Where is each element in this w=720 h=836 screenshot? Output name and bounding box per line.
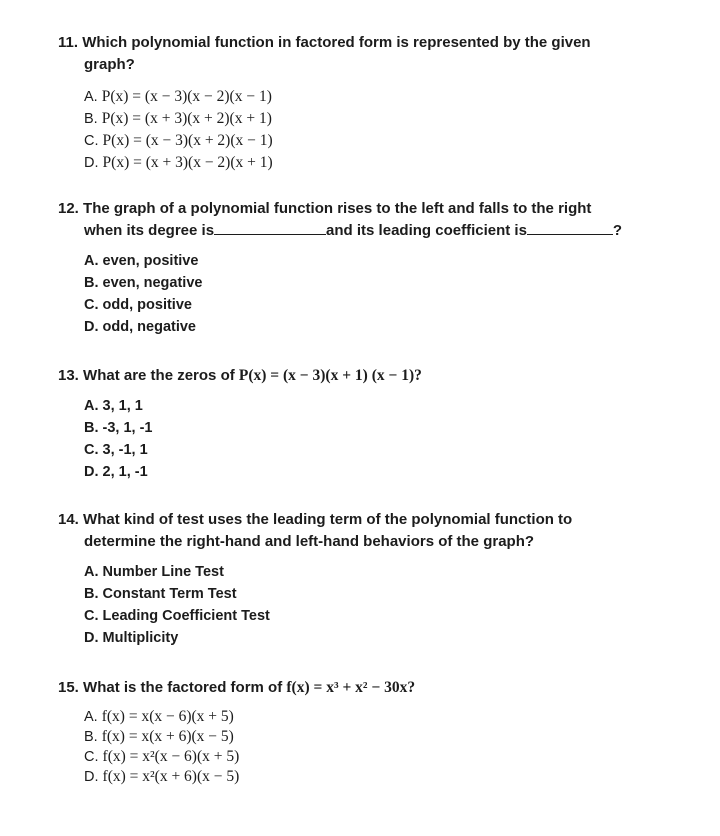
choice-text: Leading Coefficient Test — [102, 608, 270, 624]
question-number: 15. — [58, 679, 79, 696]
choice-letter: C. — [84, 297, 99, 313]
choice-list — [84, 86, 668, 174]
choice-text: even, negative — [102, 275, 203, 291]
choice-c[interactable] — [84, 605, 668, 627]
choice-list — [84, 395, 668, 483]
question-text: What is the factored form of — [83, 679, 287, 696]
choice-a[interactable] — [84, 707, 668, 727]
choice-text: -3, 1, -1 — [102, 420, 153, 436]
choice-a[interactable] — [84, 86, 668, 108]
question-text-line1: Which polynomial function in factored form is represented by the given — [82, 34, 591, 51]
choice-letter: C. — [84, 133, 99, 149]
choice-text: P(x) = (x − 3)(x − 2)(x − 1) — [101, 88, 272, 105]
choice-text: P(x) = (x − 3)(x + 2)(x − 1) — [102, 132, 273, 149]
stem-part: and its leading coefficient is — [326, 222, 527, 239]
question-14-stem — [58, 509, 668, 553]
choice-text: even, positive — [102, 253, 199, 269]
choice-letter: C. — [84, 749, 99, 765]
choice-text: P(x) = (x + 3)(x + 2)(x + 1) — [101, 110, 272, 127]
choice-letter: C. — [84, 442, 99, 458]
question-number: 12. — [58, 200, 79, 217]
choice-text: Constant Term Test — [102, 586, 237, 602]
choice-text: f(x) = x(x − 6)(x + 5) — [101, 708, 234, 725]
stem-part: when its degree is — [84, 222, 215, 239]
question-text-line2: determine the right-hand and left-hand behaviors of the graph? — [84, 533, 535, 550]
answer-blank-1[interactable] — [214, 222, 326, 235]
choice-letter: B. — [84, 586, 99, 602]
question-12 — [58, 198, 668, 338]
choice-d[interactable] — [84, 767, 668, 787]
choice-c[interactable] — [84, 439, 668, 461]
choice-letter: A. — [84, 253, 99, 269]
choice-text: 2, 1, -1 — [102, 464, 148, 480]
question-13 — [58, 365, 668, 483]
choice-b[interactable] — [84, 272, 668, 294]
question-text: What are the zeros of — [83, 367, 239, 384]
choice-text: odd, negative — [102, 319, 196, 335]
choice-letter: A. — [84, 709, 98, 725]
choice-b[interactable] — [84, 108, 668, 130]
question-14 — [58, 509, 668, 649]
choice-letter: B. — [84, 275, 99, 291]
question-text-line1: What kind of test uses the leading term of the polynomial function to — [83, 511, 573, 528]
question-text-line2 — [58, 220, 668, 242]
question-11 — [58, 32, 668, 174]
question-text-line1: The graph of a polynomial function rises to the left and falls to the right — [83, 200, 592, 217]
choice-list — [84, 250, 668, 338]
question-equation: P(x) = (x − 3)(x + 1) (x − 1)? — [238, 367, 422, 384]
choice-letter: D. — [84, 319, 99, 335]
choice-letter: A. — [84, 89, 98, 105]
choice-list — [84, 707, 668, 787]
choice-letter: C. — [84, 608, 99, 624]
choice-d[interactable] — [84, 316, 668, 338]
choice-b[interactable] — [84, 583, 668, 605]
choice-text: Multiplicity — [102, 630, 179, 646]
choice-text: 3, -1, 1 — [102, 442, 148, 458]
stem-part: ? — [612, 222, 623, 239]
choice-text: f(x) = x²(x − 6)(x + 5) — [102, 748, 240, 765]
choice-c[interactable] — [84, 747, 668, 767]
question-15-stem — [58, 677, 668, 699]
question-equation: f(x) = x³ + x² − 30x? — [286, 679, 416, 696]
choice-a[interactable] — [84, 395, 668, 417]
question-text-line2: graph? — [84, 56, 135, 73]
choice-d[interactable] — [84, 627, 668, 649]
question-number: 13. — [58, 367, 79, 384]
choice-a[interactable] — [84, 250, 668, 272]
question-11-stem — [58, 32, 668, 76]
choice-letter: A. — [84, 398, 99, 414]
choice-d[interactable] — [84, 152, 668, 174]
choice-letter: D. — [84, 464, 99, 480]
choice-letter: D. — [84, 155, 99, 171]
choice-text: odd, positive — [102, 297, 192, 313]
choice-b[interactable] — [84, 727, 668, 747]
choice-a[interactable] — [84, 561, 668, 583]
choice-c[interactable] — [84, 294, 668, 316]
question-15 — [58, 677, 668, 787]
choice-text: Number Line Test — [102, 564, 224, 580]
question-number: 14. — [58, 511, 79, 528]
choice-letter: D. — [84, 769, 99, 785]
choice-text: f(x) = x(x + 6)(x − 5) — [101, 728, 234, 745]
choice-letter: D. — [84, 630, 99, 646]
choice-text: P(x) = (x + 3)(x − 2)(x + 1) — [102, 154, 273, 171]
answer-blank-2[interactable] — [527, 222, 613, 235]
question-12-stem — [58, 198, 668, 242]
choice-list — [84, 561, 668, 649]
choice-text: 3, 1, 1 — [102, 398, 143, 414]
question-number: 11. — [58, 34, 79, 51]
choice-letter: A. — [84, 564, 99, 580]
question-13-stem — [58, 365, 668, 387]
choice-d[interactable] — [84, 461, 668, 483]
choice-letter: B. — [84, 729, 98, 745]
choice-letter: B. — [84, 111, 98, 127]
choice-c[interactable] — [84, 130, 668, 152]
choice-b[interactable] — [84, 417, 668, 439]
choice-letter: B. — [84, 420, 99, 436]
choice-text: f(x) = x²(x + 6)(x − 5) — [102, 768, 240, 785]
